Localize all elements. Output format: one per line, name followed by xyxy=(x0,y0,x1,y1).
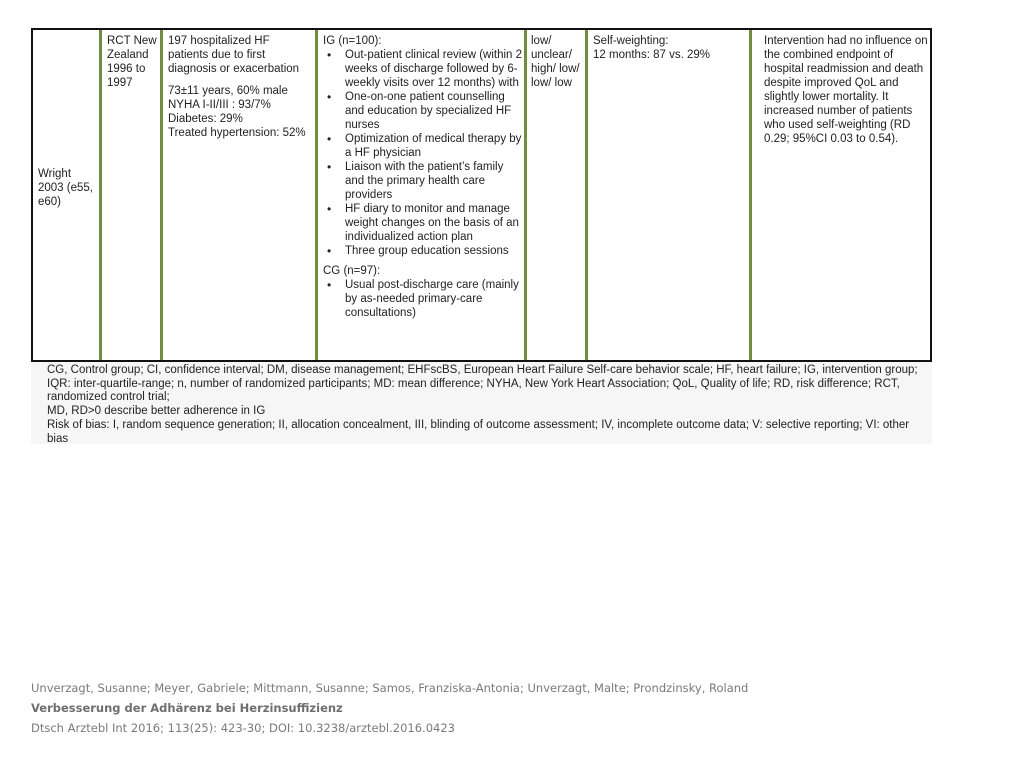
ig-list xyxy=(323,48,523,258)
patients-description: 197 hospitalized HF patients due to first diagnosis or exacerbation xyxy=(168,35,300,75)
cg-label: CG (n=97): xyxy=(323,265,381,277)
patients-hypertension: Treated hypertension: 52% xyxy=(168,127,306,139)
column-divider xyxy=(524,30,527,360)
outcome-label: Self-weighting: xyxy=(593,35,669,47)
list-item: • HF diary to monitor and manage weight changes on the basis of an individualized action plan xyxy=(323,202,523,244)
ig-label: IG (n=100): xyxy=(323,35,382,47)
citation xyxy=(31,678,991,738)
list-item: • Optimization of medical therapy by a HF physician xyxy=(323,132,523,160)
study-cell: Wright 2003 (e55, e60) xyxy=(38,168,93,208)
column-divider xyxy=(160,30,163,360)
column-divider xyxy=(749,30,752,360)
citation-title: Verbesserung der Adhärenz bei Herzinsuffizienz xyxy=(31,701,343,715)
intervention-cell xyxy=(323,34,523,360)
footnote-abbreviations: CG, Control group; CI, confidence interval; DM, disease management; EHFscBS, European Heart Failure Self-care behavior scale; HF, heart failure; IG, intervention group; IQR: inter-quartile-range; n, number of randomized participants; MD: mean difference; NYHA, New York Heart Association; QoL, Quality of life; RD, risk difference; RCT, randomized control trial; xyxy=(47,364,918,404)
footnote-risk-of-bias: Risk of bias: I, random sequence generation; II, allocation concealment, III, blinding of outcome assessment; IV, incomplete outcome data; V: selective reporting; VI: other bias xyxy=(47,418,910,445)
result-cell: Intervention had no influence on the combined endpoint of hospital readmission and death despite improved QoL and slightly lower mortality. It increased number of patients who used self-weighting (RD 0.29; 95%CI 0.03 to 0.54). xyxy=(764,35,928,145)
list-item: • Usual post-discharge care (mainly by as-needed primary-care consultations) xyxy=(323,278,523,320)
list-item: • Liaison with the patient’s family and the primary health care providers xyxy=(323,160,523,202)
footnote-direction: MD, RD>0 describe better adherence in IG xyxy=(47,405,266,418)
list-item: • Three group education sessions xyxy=(323,244,523,258)
column-divider xyxy=(585,30,588,360)
risk-of-bias-cell: low/ unclear/ high/ low/ low/ low xyxy=(531,35,580,89)
column-divider xyxy=(315,30,318,360)
outcome-cell xyxy=(593,34,743,360)
patients-characteristics: 73±11 years, 60% male xyxy=(168,85,288,97)
list-item: • One-on-one patient counselling and education by specialized HF nurses xyxy=(323,90,523,132)
column-divider xyxy=(99,30,102,360)
citation-source: Dtsch Arztebl Int 2016; 113(25): 423-30; DOI: 10.3238/arztebl.2016.0423 xyxy=(31,721,455,735)
design-cell: RCT New Zealand 1996 to 1997 xyxy=(107,35,157,89)
citation-authors: Unverzagt, Susanne; Meyer, Gabriele; Mittmann, Susanne; Samos, Franziska-Antonia; Unverzagt, Malte; Prondzinsky, Roland xyxy=(31,681,749,695)
table-footnotes xyxy=(31,362,932,444)
patients-diabetes: Diabetes: 29% xyxy=(168,113,243,125)
cg-list xyxy=(323,278,523,320)
patients-nyha: NYHA I-II/III : 93/7% xyxy=(168,99,271,111)
patients-cell xyxy=(168,34,313,360)
study-table xyxy=(31,28,932,362)
list-item: • Out-patient clinical review (within 2 weeks of discharge followed by 6-weekly visits over 12 months) with xyxy=(323,48,523,90)
outcome-value: 12 months: 87 vs. 29% xyxy=(593,49,710,61)
